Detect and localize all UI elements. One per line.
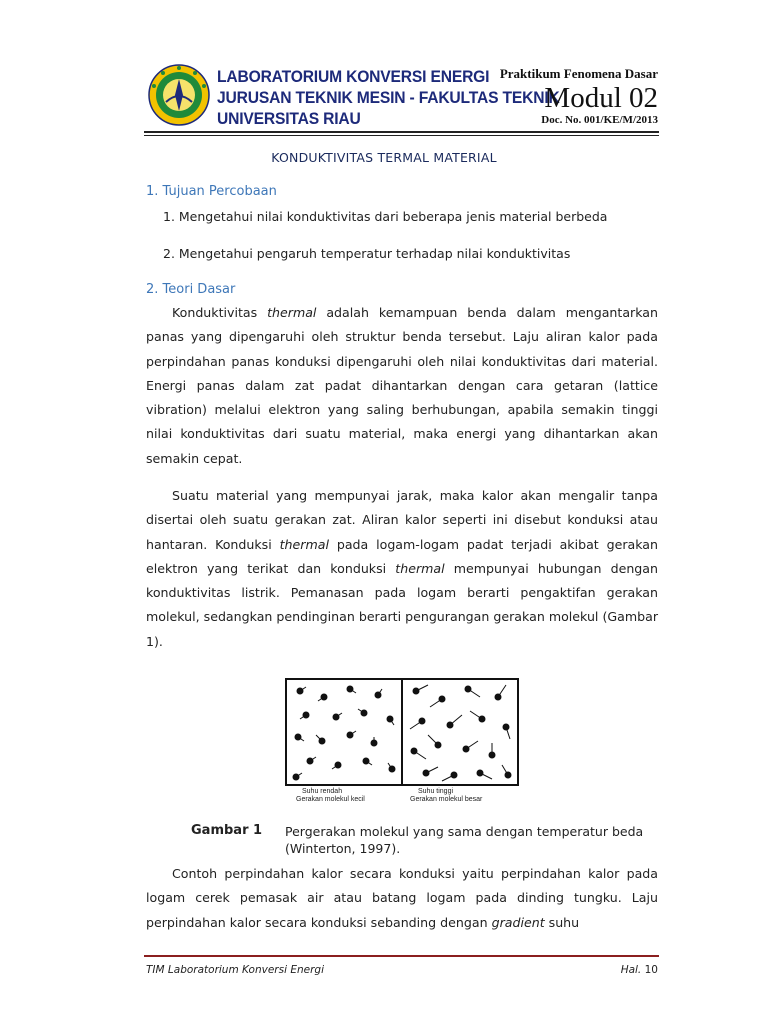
emphasis: thermal xyxy=(395,560,445,576)
left-panel-label-2: Gerakan molekul kecil xyxy=(296,796,365,803)
theory-paragraph: Konduktivitas thermal adalah kemampuan benda dalam mengantarkan panas yang dipengaruhi oleh struktur benda tersebut. Laju aliran kalor pada perpindahan panas konduksi dipengaruhi oleh nilai konduktivitas dari material. Energi panas dalam zat padat dihantarkan dengan cara getaran (lattice vibration) melalui elektron yang saling berhubungan, apabila semakin tinggi nilai konduktivitas dari suatu material, maka energi yang dihantarkan akan semakin cepat. xyxy=(146,305,658,466)
molecule-motion-figure xyxy=(278,675,526,805)
emphasis: thermal xyxy=(279,536,329,552)
emphasis: gradient xyxy=(491,914,545,930)
university-line: UNIVERSITAS RIAU xyxy=(217,109,361,128)
theory-paragraph: Contoh perpindahan kalor secara konduksi yaitu perpindahan kalor pada logam cerek pemasak air atau batang logam pada dinding tungku. Laju perpindahan kalor secara konduksi sebanding dengan gradient suhu xyxy=(146,866,658,930)
objective-item: 2. Mengetahui pengaruh temperatur terhadap nilai konduktivitas xyxy=(163,246,571,261)
footer-rule xyxy=(144,955,659,957)
course-name: Praktikum Fenomena Dasar xyxy=(499,66,658,81)
module-number: Modul 02 xyxy=(544,82,658,114)
objective-item: 1. Mengetahui nilai konduktivitas dari beberapa jenis material berbeda xyxy=(163,209,608,224)
figure-caption-text: Pergerakan molekul yang sama dengan temperatur beda (Winterton, 1997). xyxy=(285,824,644,856)
header-rule-thin xyxy=(144,135,659,136)
left-panel-label-1: Suhu rendah xyxy=(302,788,343,795)
document-number: Doc. No. 001/KE/M/2013 xyxy=(541,114,658,126)
university-emblem-icon xyxy=(148,64,210,126)
figure-caption-label: Gambar 1 xyxy=(191,823,263,838)
right-panel-label-2: Gerakan molekul besar xyxy=(410,796,483,803)
theory-paragraph: Suatu material yang mempunyai jarak, maka kalor akan mengalir tanpa disertai oleh suatu gerakan zat. Aliran kalor seperti ini disebut konduksi atau hantaran. Konduksi thermal pada logam-logam padat terjadi akibat gerakan elektron yang terikat dan konduksi thermal mempunyai hubungan dengan konduktivitas listrik. Pemanasan pada logam berarti pengaktifan gerakan molekul, sedangkan pendinginan berarti pengurangan gerakan molekul (Gambar 1). xyxy=(146,488,658,649)
section-heading-objectives: 1. Tujuan Percobaan xyxy=(146,184,277,199)
footer-team: TIM Laboratorium Konversi Energi xyxy=(146,964,324,976)
emphasis: thermal xyxy=(267,305,317,320)
department-line: JURUSAN TEKNIK MESIN - FAKULTAS TEKNIK xyxy=(217,88,560,107)
lab-name-line: LABORATORIUM KONVERSI ENERGI xyxy=(217,67,490,86)
document-title: KONDUKTIVITAS TERMAL MATERIAL xyxy=(271,150,497,165)
section-heading-theory: 2. Teori Dasar xyxy=(146,282,236,297)
page-number: Hal. 10 xyxy=(620,964,658,976)
header-rule xyxy=(144,131,659,133)
right-panel-label-1: Suhu tinggi xyxy=(418,788,454,795)
